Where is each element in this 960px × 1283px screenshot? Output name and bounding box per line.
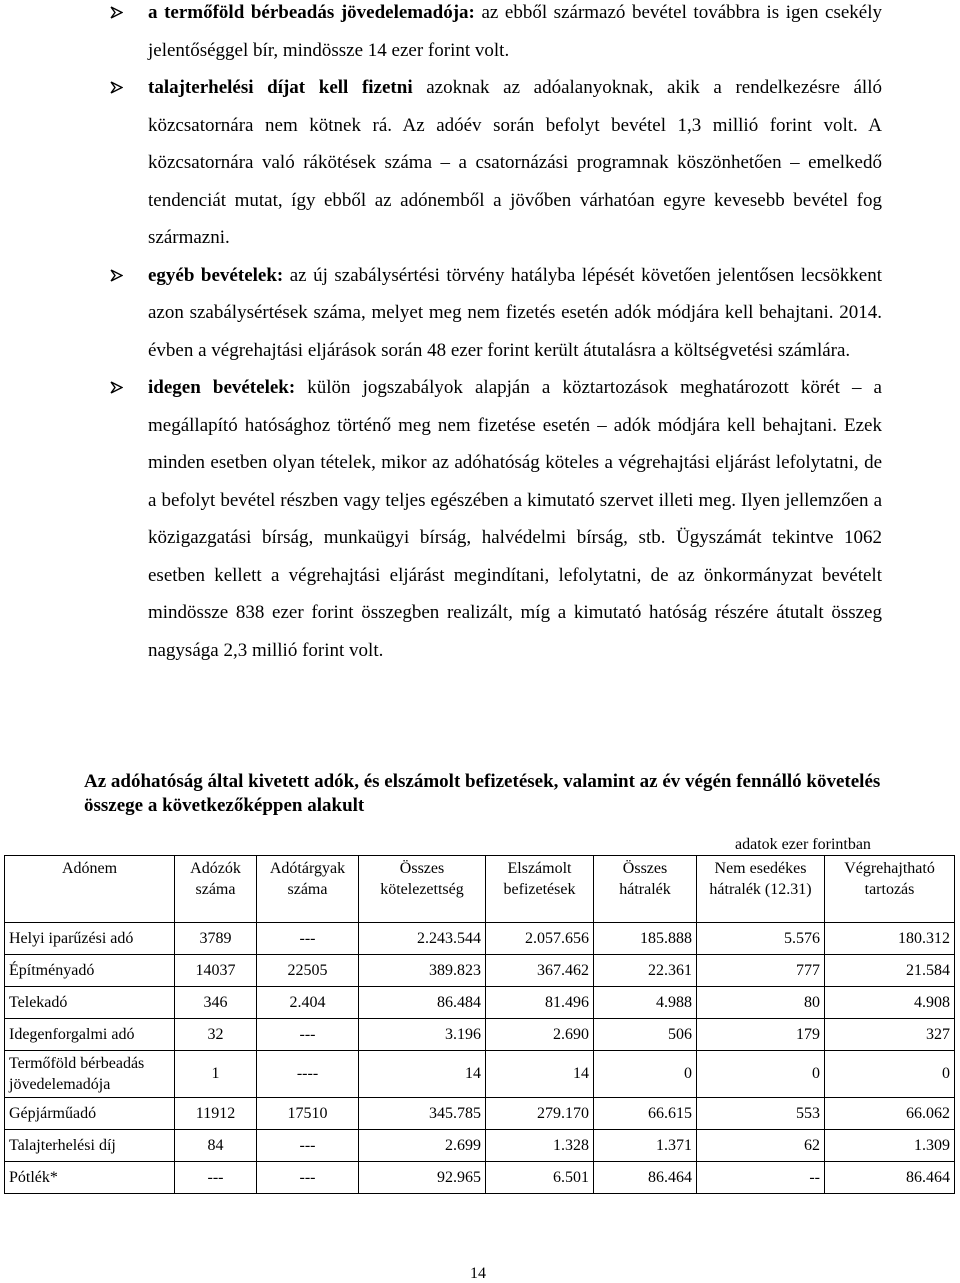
table-cell: 179 xyxy=(697,1019,825,1051)
table-cell: 66.062 xyxy=(825,1098,955,1130)
bullet-lead: talajterhelési díjat kell fizetni xyxy=(148,77,413,98)
table-cell: 86.484 xyxy=(359,987,486,1019)
bullet-lead: idegen bevételek: xyxy=(148,377,296,398)
column-header: Adónem xyxy=(5,856,175,923)
bullet-item xyxy=(110,0,882,69)
table-cell: 346 xyxy=(175,987,257,1019)
table-cell: 4.988 xyxy=(594,987,697,1019)
table-heading: Az adóhatóság által kivetett adók, és elszámolt befizetések, valamint az év végén fennálló követelés összege a következőképpen alakult xyxy=(84,771,881,816)
tax-type-cell: Gépjárműadó xyxy=(5,1098,175,1130)
column-header: Végrehajtható tartozás xyxy=(825,856,955,923)
table-cell: 22505 xyxy=(257,955,359,987)
tax-type-cell: Pótlék* xyxy=(5,1162,175,1194)
arrow-bullet-icon xyxy=(110,269,123,282)
bullet-item xyxy=(110,257,882,370)
table-cell: 367.462 xyxy=(486,955,594,987)
table-cell: 777 xyxy=(697,955,825,987)
table-row xyxy=(5,1051,955,1098)
table-cell: 81.496 xyxy=(486,987,594,1019)
table-cell: 17510 xyxy=(257,1098,359,1130)
table-cell: 14037 xyxy=(175,955,257,987)
bullet-item xyxy=(110,369,882,669)
table-cell: --- xyxy=(175,1162,257,1194)
bullet-text: az ebből származó bevétel továbbra is igen csekély jelentőséggel bír, mindössze 14 ezer forint volt. xyxy=(148,2,883,61)
bullet-item xyxy=(110,69,882,257)
arrow-bullet-icon xyxy=(110,381,123,394)
column-header: Összes kötelezettség xyxy=(359,856,486,923)
table-cell: 14 xyxy=(359,1051,486,1098)
table-cell: 345.785 xyxy=(359,1098,486,1130)
table-row xyxy=(5,1098,955,1130)
bullet-lead: a termőföld bérbeadás jövedelemadója: xyxy=(148,2,475,23)
table-cell: 1.328 xyxy=(486,1130,594,1162)
table-row xyxy=(5,923,955,955)
table-cell: 86.464 xyxy=(594,1162,697,1194)
table-cell: 32 xyxy=(175,1019,257,1051)
table-cell: --- xyxy=(257,1130,359,1162)
tax-type-cell: Termőföld bérbeadás jövedelemadója xyxy=(5,1051,175,1098)
page-number: 14 xyxy=(470,1265,486,1282)
table-cell: 66.615 xyxy=(594,1098,697,1130)
table-row xyxy=(5,955,955,987)
table-cell: --- xyxy=(257,923,359,955)
table-cell: 86.464 xyxy=(825,1162,955,1194)
table-cell: 21.584 xyxy=(825,955,955,987)
table-cell: 506 xyxy=(594,1019,697,1051)
table-cell: 92.965 xyxy=(359,1162,486,1194)
table-cell: 327 xyxy=(825,1019,955,1051)
table-row xyxy=(5,1130,955,1162)
table-cell: 84 xyxy=(175,1130,257,1162)
table-header-row xyxy=(5,856,955,923)
table-cell: 1.309 xyxy=(825,1130,955,1162)
table-cell: --- xyxy=(257,1162,359,1194)
table-cell: ---- xyxy=(257,1051,359,1098)
table-cell: 0 xyxy=(594,1051,697,1098)
table-cell: 11912 xyxy=(175,1098,257,1130)
table-cell: 2.404 xyxy=(257,987,359,1019)
table-cell: 3789 xyxy=(175,923,257,955)
table-cell: 2.243.544 xyxy=(359,923,486,955)
table-row xyxy=(5,1019,955,1051)
bullet-lead: egyéb bevételek: xyxy=(148,264,284,286)
bullet-text: az új szabálysértési törvény hatályba lépését követően jelentősen lecsökkent azon szabálysértések száma, melyet meg nem fizetés esetén adók módjára kell behajtani. 2014. évben a végrehajtási eljárások során 48 ezer forint került átutalásra a költségvetési számlára. xyxy=(148,264,883,361)
table-cell: 0 xyxy=(697,1051,825,1098)
table-cell: 62 xyxy=(697,1130,825,1162)
table-cell: 1 xyxy=(175,1051,257,1098)
tax-table xyxy=(4,855,955,1194)
table-cell: 389.823 xyxy=(359,955,486,987)
bullet-text: azoknak az adóalanyoknak, akik a rendelkezésre álló közcsatornára nem kötnek rá. Az adóév során befolyt bevétel 1,3 millió forint volt. A közcsatornára való rákötések száma – a csatornázási programnak köszönhetően – emelkedő tendenciát mutat, így ebből az adónemből a jövőben várhatóan egyre kevesebb bevétel fog származni. xyxy=(148,77,882,248)
tax-type-cell: Talajterhelési díj xyxy=(5,1130,175,1162)
table-cell: 6.501 xyxy=(486,1162,594,1194)
column-header: Nem esedékes hátralék (12.31) xyxy=(697,856,825,923)
units-note: adatok ezer forintban xyxy=(735,836,871,853)
table-cell: 4.908 xyxy=(825,987,955,1019)
column-header: Adózók száma xyxy=(175,856,257,923)
table-cell: 14 xyxy=(486,1051,594,1098)
tax-type-cell: Telekadó xyxy=(5,987,175,1019)
arrow-bullet-icon xyxy=(110,6,123,19)
table-cell: 2.690 xyxy=(486,1019,594,1051)
bullet-list xyxy=(110,0,882,669)
table-cell: 2.699 xyxy=(359,1130,486,1162)
bullet-text: külön jogszabályok alapján a köztartozások meghatározott körét – a megállapító hatósághoz történő meg nem fizetése esetén – adók módjára kell behajtani. Ezek minden esetben olyan tételek, mikor az adóhatóság köteles a végrehajtási eljárást lefolytatni, de a befolyt bevétel részben vagy teljes egészében a kimutató szervet illeti meg. Ilyen jellemzően a közigazgatási bírság, munkaügyi bírság, halvédelmi bírság, stb. Ügyszámát tekintve 1062 esetben kellett a végrehajtási eljárást megindítani, lefolytatni, de az önkormányzat bevételt mindössze 838 ezer forint összegben realizált, míg a kimutató hatóság részére átutalt összeg nagysága 2,3 millió forint volt. xyxy=(148,377,882,661)
table-cell: 553 xyxy=(697,1098,825,1130)
table-cell: 1.371 xyxy=(594,1130,697,1162)
table-cell: 185.888 xyxy=(594,923,697,955)
table-row xyxy=(5,987,955,1019)
table-cell: 80 xyxy=(697,987,825,1019)
table-cell: --- xyxy=(257,1019,359,1051)
table-cell: 279.170 xyxy=(486,1098,594,1130)
table-cell: 180.312 xyxy=(825,923,955,955)
arrow-bullet-icon xyxy=(110,81,123,94)
table-cell: 3.196 xyxy=(359,1019,486,1051)
table-cell: 0 xyxy=(825,1051,955,1098)
table-cell: 5.576 xyxy=(697,923,825,955)
tax-type-cell: Helyi iparűzési adó xyxy=(5,923,175,955)
table-cell: 2.057.656 xyxy=(486,923,594,955)
table-cell: 22.361 xyxy=(594,955,697,987)
column-header: Adótárgyak száma xyxy=(257,856,359,923)
table-row xyxy=(5,1162,955,1194)
tax-type-cell: Idegenforgalmi adó xyxy=(5,1019,175,1051)
table-cell: -- xyxy=(697,1162,825,1194)
tax-type-cell: Építményadó xyxy=(5,955,175,987)
column-header: Összes hátralék xyxy=(594,856,697,923)
column-header: Elszámolt befizetések xyxy=(486,856,594,923)
